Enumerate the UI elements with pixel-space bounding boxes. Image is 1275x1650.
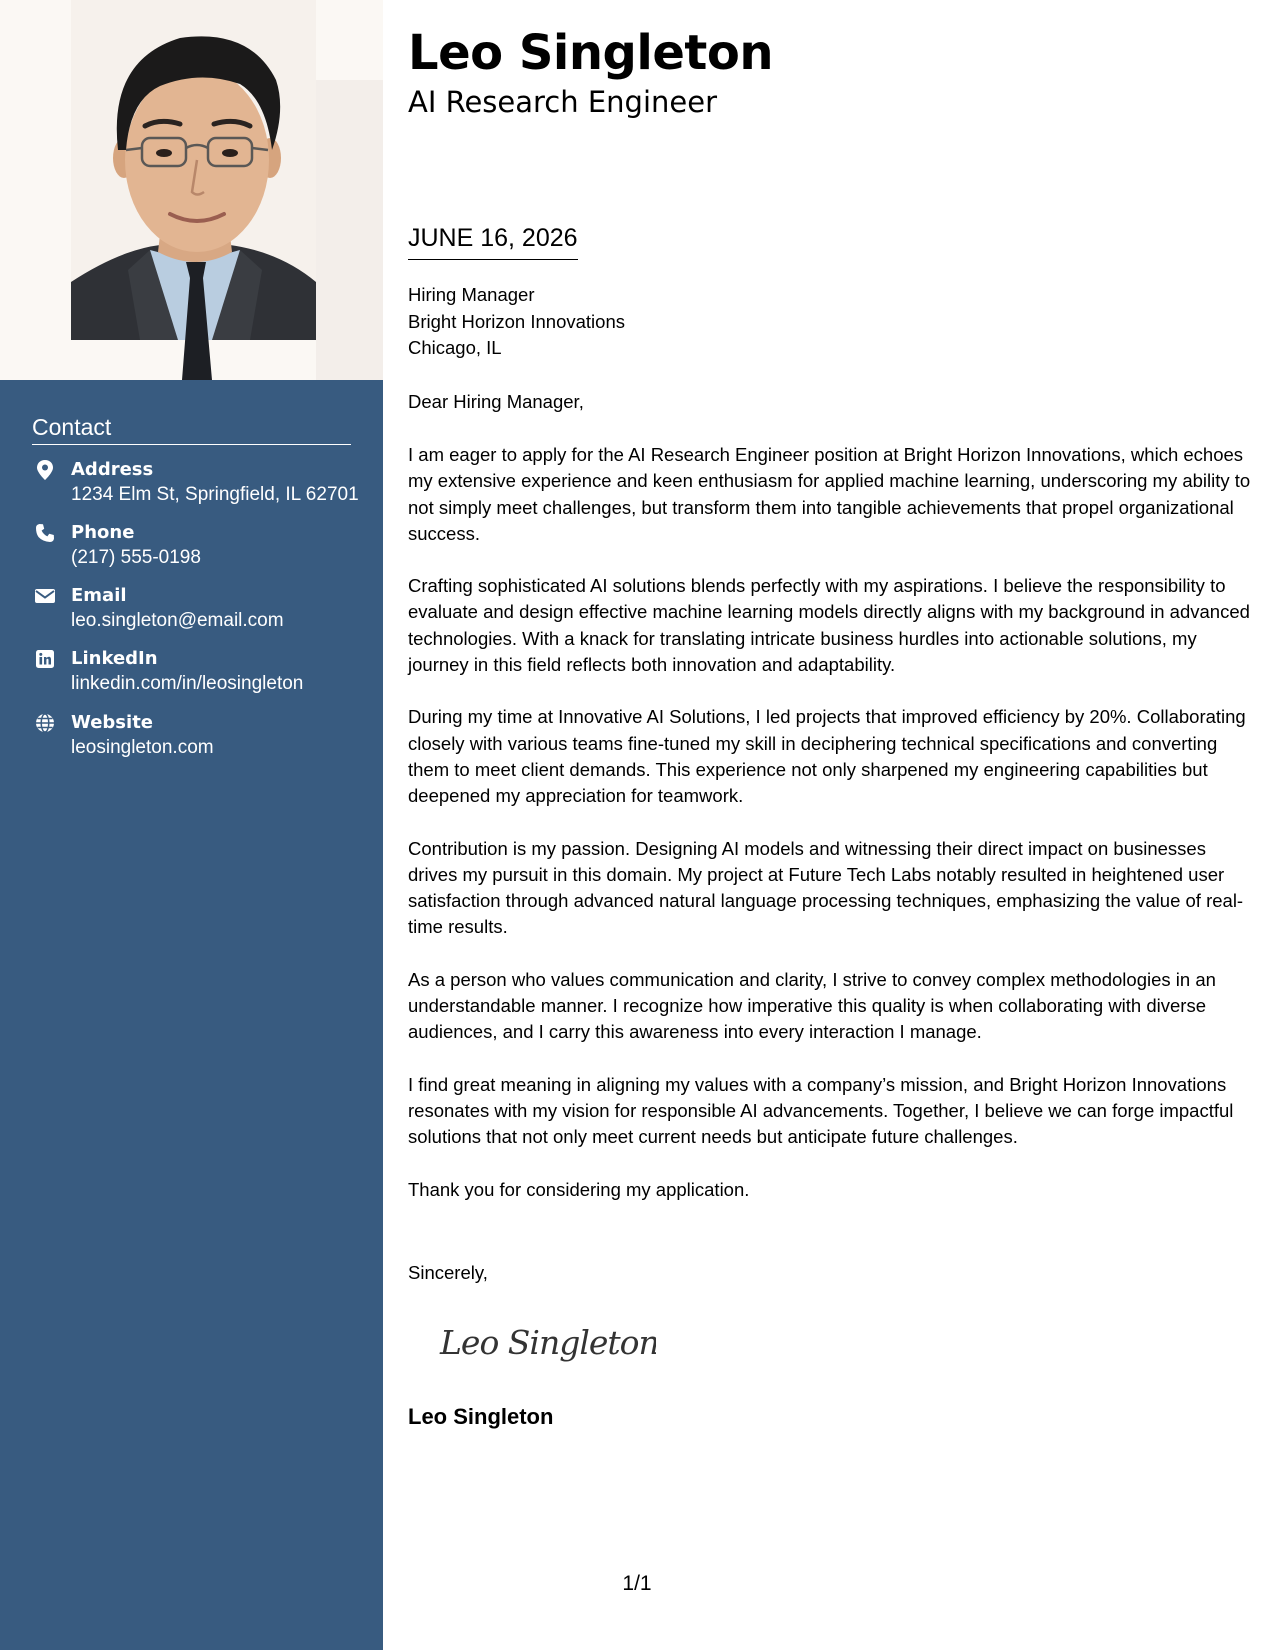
page-number: 1/1 <box>622 1572 652 1595</box>
phone-icon <box>32 522 58 544</box>
letter-date: JUNE 16, 2026 <box>408 222 578 260</box>
linkedin-icon <box>32 648 58 670</box>
recipient-line: Chicago, IL <box>408 337 502 358</box>
signed-name: Leo Singleton <box>408 1404 554 1429</box>
recipient-line: Hiring Manager <box>408 284 535 305</box>
closing: Sincerely, <box>408 1262 488 1283</box>
recipient-block <box>408 282 625 362</box>
email-link[interactable]: leo.singleton@email.com <box>71 610 284 631</box>
map-pin-icon <box>32 459 58 481</box>
sidebar <box>0 0 383 1650</box>
applicant-name: Leo Singleton <box>408 25 773 81</box>
signature <box>436 1312 656 1377</box>
signature-text: Leo Singleton <box>440 1323 656 1362</box>
globe-icon <box>32 712 58 734</box>
profile-photo-area <box>0 0 383 380</box>
profile-photo <box>0 0 383 380</box>
contact-label: Website <box>71 712 154 733</box>
body-paragraph: Crafting sophisticated AI solutions blends perfectly with my aspirations. I believe the responsibility to evaluate and design effective machine learning models directly aligns with my background in advanced technologies. With a knack for translating intricate business hurdles into actionable solutions, my journey in this field reflects both innovation and adaptability. <box>408 575 1250 676</box>
salutation: Dear Hiring Manager, <box>408 391 584 412</box>
contact-label: Address <box>71 459 154 480</box>
website-link[interactable]: leosingleton.com <box>71 737 214 758</box>
body-paragraph: I find great meaning in aligning my values with a company’s mission, and Bright Horizon Innovations resonates with my vision for responsible AI advancements. Together, I believe we can forge impactful solutions that not only meet current needs but anticipate future challenges. <box>408 1073 1234 1148</box>
body-paragraph: I am eager to apply for the AI Research Engineer position at Bright Horizon Innovations, which echoes my extensive experience and keen enthusiasm for applied machine learning, underscoring my ability to not simply meet challenges, but transform them into tangible achievements that propel organizational success. <box>408 444 1251 544</box>
contact-section-title: Contact <box>32 413 351 445</box>
body-paragraph: As a person who values communication and clarity, I strive to convey complex methodologies in an understandable manner. I recognize how imperative this quality is when collaborating with diverse audiences, and I carry this awareness into every interaction I manage. <box>408 968 1216 1043</box>
applicant-job-title: AI Research Engineer <box>408 85 718 119</box>
contact-label: Email <box>71 585 127 606</box>
phone-value: (217) 555-0198 <box>71 547 201 568</box>
body-paragraph: During my time at Innovative AI Solutions, I led projects that improved efficiency by 20%. Collaborating closely with various teams fine-tuned my skill in deciphering technical specifications and converting them to meet client demands. This experience not only sharpened my engineering capabilities but deepened my appreciation for teamwork. <box>408 706 1246 807</box>
address-value: 1234 Elm St, Springfield, IL 62701 <box>71 484 359 505</box>
body-paragraph: Contribution is my passion. Designing AI models and witnessing their direct impact on businesses drives my pursuit in this domain. My project at Future Tech Labs notably resulted in heightened user satisfaction through advanced natural language processing techniques, emphasizing the value of real-time results. <box>408 837 1244 938</box>
contact-label: Phone <box>71 522 135 543</box>
recipient-line: Bright Horizon Innovations <box>408 310 625 332</box>
linkedin-link[interactable]: linkedin.com/in/leosingleton <box>71 673 304 694</box>
letter-body <box>408 442 1253 1229</box>
body-paragraph: Thank you for considering my application. <box>408 1178 750 1200</box>
signature-image <box>436 1312 656 1372</box>
envelope-icon <box>32 585 58 607</box>
contact-label: LinkedIn <box>71 648 158 669</box>
